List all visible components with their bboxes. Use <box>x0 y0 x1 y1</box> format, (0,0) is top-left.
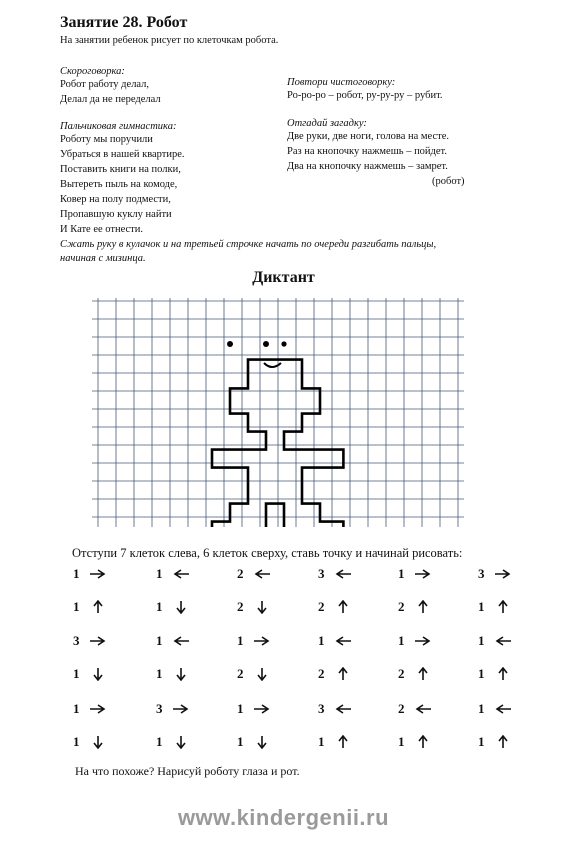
command-count: 3 <box>318 701 325 716</box>
dictation-command <box>156 632 190 650</box>
finger-gymnastics-block <box>60 121 185 237</box>
command-count: 1 <box>156 566 163 581</box>
command-count: 1 <box>398 633 405 648</box>
command-count: 1 <box>398 734 405 749</box>
tongue-twister-block <box>60 66 161 107</box>
command-count: 2 <box>398 701 405 716</box>
dictation-command <box>478 565 512 583</box>
dictation-grid <box>92 297 484 527</box>
command-count: 2 <box>398 599 405 614</box>
dictation-command <box>478 598 512 616</box>
dictation-heading: Диктант <box>252 269 315 286</box>
arrow-down-icon <box>253 667 271 681</box>
dictation-command <box>73 565 107 583</box>
arrow-up-icon <box>414 735 432 749</box>
poem-line: Ковер на полу подмести, <box>60 194 171 205</box>
pure-phrase-block <box>287 77 443 103</box>
arrow-right-icon <box>414 567 432 581</box>
command-count: 1 <box>318 633 325 648</box>
dictation-command <box>73 665 107 683</box>
dictation-command <box>73 598 107 616</box>
command-count: 1 <box>73 734 80 749</box>
arrow-up-icon <box>334 667 352 681</box>
exercise-note <box>60 238 436 266</box>
arrow-down-icon <box>253 735 271 749</box>
dictation-command <box>398 565 432 583</box>
command-count: 2 <box>237 666 244 681</box>
command-count: 1 <box>478 666 485 681</box>
command-count: 2 <box>237 599 244 614</box>
arrow-up-icon <box>494 667 512 681</box>
command-count: 1 <box>156 666 163 681</box>
command-count: 1 <box>156 599 163 614</box>
dictation-command <box>156 598 190 616</box>
dictation-command <box>398 598 432 616</box>
arrow-right-icon <box>414 634 432 648</box>
dictation-command <box>237 598 271 616</box>
dictation-command <box>398 632 432 650</box>
arrow-left-icon <box>414 702 432 716</box>
pure-phrase-line: Ро-ро-ро – робот, ру-ру-ру – рубит. <box>287 90 443 101</box>
dictation-command <box>73 700 107 718</box>
arrow-down-icon <box>89 667 107 681</box>
dictation-command <box>237 733 271 751</box>
note-line: начиная с мизинца. <box>60 253 146 264</box>
robot-right-eye <box>263 341 269 347</box>
dictation-command <box>73 733 107 751</box>
riddle-line: Две руки, две ноги, голова на месте. <box>287 131 450 142</box>
command-count: 1 <box>73 701 80 716</box>
command-count: 1 <box>478 633 485 648</box>
riddle-block <box>287 118 465 189</box>
command-count: 1 <box>478 599 485 614</box>
command-count: 2 <box>318 666 325 681</box>
dictation-command <box>156 565 190 583</box>
command-count: 1 <box>398 566 405 581</box>
arrow-down-icon <box>172 667 190 681</box>
command-count: 2 <box>398 666 405 681</box>
robot-left-eye <box>227 341 233 347</box>
dictation-command <box>478 700 512 718</box>
command-count: 1 <box>73 666 80 681</box>
tongue-twister-label: Скороговорка: <box>60 66 125 77</box>
poem-line: Роботу мы поручили <box>60 134 153 145</box>
arrow-down-icon <box>172 735 190 749</box>
arrow-left-icon <box>334 567 352 581</box>
arrow-left-icon <box>172 634 190 648</box>
note-line: Сжать руку в кулачок и на третьей строчке начать по очереди разгибать пальцы, <box>60 239 437 250</box>
arrow-right-icon <box>89 567 107 581</box>
arrow-right-icon <box>172 702 190 716</box>
arrow-down-icon <box>253 600 271 614</box>
dictation-command <box>478 665 512 683</box>
robot-start-dot <box>281 341 286 346</box>
arrow-down-icon <box>172 600 190 614</box>
command-count: 3 <box>156 701 163 716</box>
pure-phrase-label: Повтори чистоговорку: <box>287 77 396 88</box>
command-count: 2 <box>318 599 325 614</box>
arrow-up-icon <box>494 735 512 749</box>
command-count: 3 <box>318 566 325 581</box>
arrow-right-icon <box>89 634 107 648</box>
command-count: 1 <box>237 633 244 648</box>
dictation-command <box>237 632 271 650</box>
poem-line: Убраться в нашей квартире. <box>60 149 185 160</box>
site-watermark[interactable]: www.kindergenii.ru <box>177 805 390 830</box>
dictation-command <box>73 632 107 650</box>
poem-line: Поставить книги на полки, <box>60 164 181 175</box>
command-count: 1 <box>318 734 325 749</box>
dictation-command <box>156 665 190 683</box>
dictation-command <box>156 700 190 718</box>
command-count: 1 <box>237 734 244 749</box>
arrow-right-icon <box>253 702 271 716</box>
arrow-up-icon <box>89 600 107 614</box>
command-count: 1 <box>156 734 163 749</box>
dictation-command <box>237 665 271 683</box>
riddle-line: Два на кнопочку нажмешь – замрет. <box>287 161 448 172</box>
arrow-up-icon <box>334 600 352 614</box>
command-count: 1 <box>156 633 163 648</box>
robot-mouth <box>264 363 281 367</box>
command-count: 1 <box>478 701 485 716</box>
riddle-label: Отгадай загадку: <box>287 118 367 129</box>
arrow-up-icon <box>414 600 432 614</box>
arrow-up-icon <box>414 667 432 681</box>
dictation-command <box>398 733 432 751</box>
poem-line: Пропавшую куклу найти <box>60 209 172 220</box>
command-count: 2 <box>237 566 244 581</box>
dictation-command <box>237 565 271 583</box>
dictation-command <box>478 632 512 650</box>
command-count: 1 <box>237 701 244 716</box>
arrow-up-icon <box>334 735 352 749</box>
command-count: 1 <box>73 566 80 581</box>
arrow-right-icon <box>253 634 271 648</box>
dictation-command <box>478 733 512 751</box>
dictation-command <box>398 700 432 718</box>
poem-line: Вытереть пыль на комоде, <box>60 179 178 190</box>
command-count: 3 <box>478 566 485 581</box>
dictation-command <box>156 733 190 751</box>
riddle-line: Раз на кнопочку нажмешь – пойдет. <box>287 146 447 157</box>
command-count: 3 <box>73 633 80 648</box>
dictation-question: На что похоже? Нарисуй роботу глаза и рот. <box>75 764 300 778</box>
command-count: 1 <box>478 734 485 749</box>
command-count: 1 <box>73 599 80 614</box>
arrow-left-icon <box>334 634 352 648</box>
dictation-instruction: Отступи 7 клеток слева, 6 клеток сверху, ставь точку и начинай рисовать: <box>72 546 463 560</box>
dictation-command <box>318 632 352 650</box>
arrow-left-icon <box>172 567 190 581</box>
dictation-command <box>318 565 352 583</box>
arrow-right-icon <box>89 702 107 716</box>
tongue-twister-line: Делал да не переделал <box>60 94 161 105</box>
page-subtitle: На занятии ребенок рисует по клеточкам робота. <box>60 35 279 46</box>
dictation-command <box>237 700 271 718</box>
arrow-left-icon <box>334 702 352 716</box>
tongue-twister-line: Робот работу делал, <box>60 79 150 90</box>
arrow-right-icon <box>494 567 512 581</box>
grid-lines <box>92 298 464 527</box>
arrow-up-icon <box>494 600 512 614</box>
dictation-command <box>318 733 352 751</box>
riddle-answer: (робот) <box>432 176 465 187</box>
page-title: Занятие 28. Робот <box>60 14 188 31</box>
dictation-command <box>318 665 352 683</box>
dictation-command <box>318 598 352 616</box>
arrow-left-icon <box>494 634 512 648</box>
arrow-left-icon <box>494 702 512 716</box>
poem-line: И Кате ее отнести. <box>60 224 144 235</box>
dictation-command <box>398 665 432 683</box>
arrow-down-icon <box>89 735 107 749</box>
dictation-command <box>318 700 352 718</box>
finger-gymnastics-label: Пальчиковая гимнастика: <box>60 121 177 132</box>
arrow-left-icon <box>253 567 271 581</box>
